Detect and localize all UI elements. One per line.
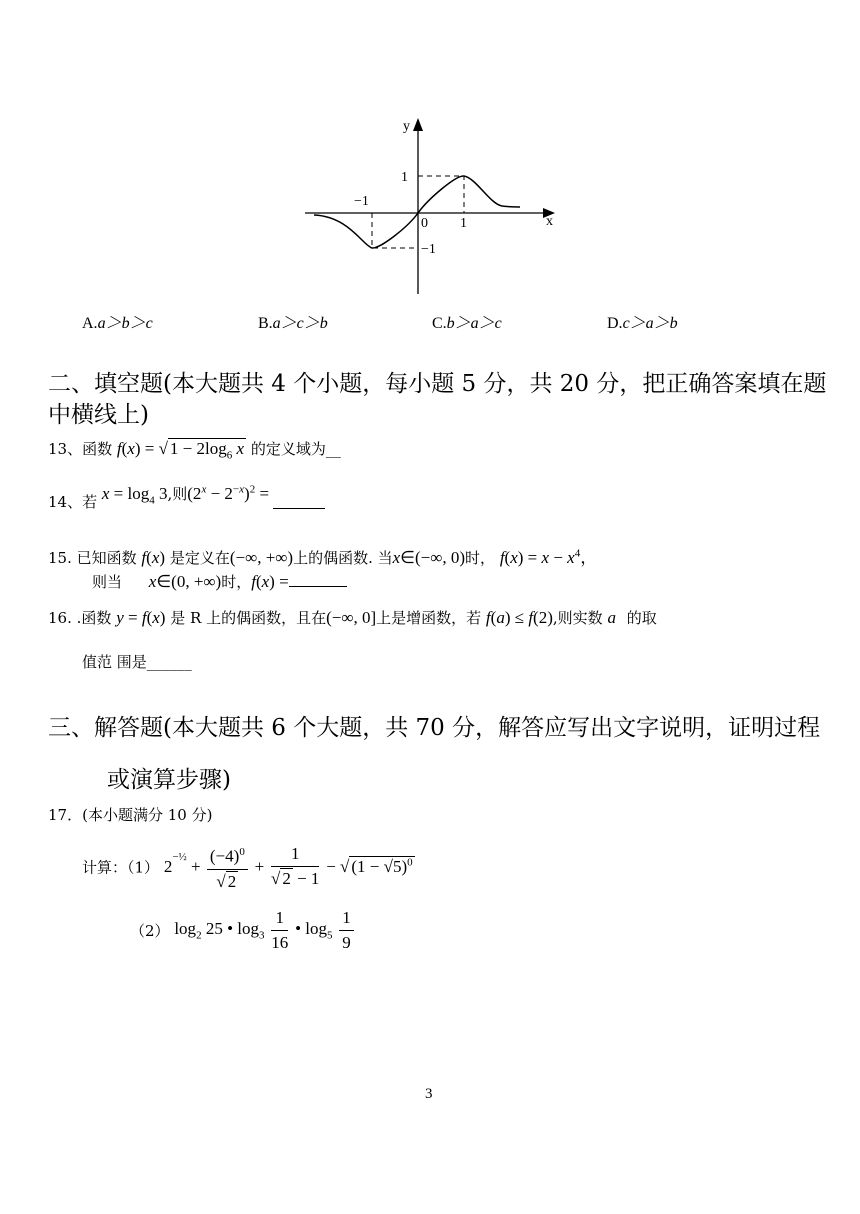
section3-heading-line1: 三、解答题(本大题共 6 个大题，共 70 分，解答应写出文字说明，证明过程 <box>48 715 821 741</box>
question-15-line1 <box>48 543 597 568</box>
function-graph <box>300 112 560 302</box>
q17-part2-label: （2） <box>130 922 170 940</box>
option-a <box>82 310 153 333</box>
y-axis-label: y <box>403 119 410 134</box>
q14-answer-blank[interactable] <box>273 494 325 509</box>
q16-inequality: f(a) ≤ f(2) <box>485 608 553 627</box>
question-14 <box>48 483 325 511</box>
q15-text-f: 时， <box>221 573 252 591</box>
q17-frac3: $\frac{1}{16}$ <box>271 908 289 952</box>
question-16-line2: 值范 围是______ <box>82 653 192 671</box>
q14-condition: $x = \log_4 3$ <box>101 484 168 507</box>
q15-answer-blank[interactable] <box>289 572 347 587</box>
q15-domain: (−∞, +∞) <box>229 548 294 567</box>
option-b <box>258 310 328 333</box>
q15-fx: f(x) <box>141 548 166 567</box>
section2-heading-line2: 中横线上) <box>48 402 149 428</box>
q15-answer-fx: f(x) = <box>251 572 289 591</box>
tick-y-one: 1 <box>401 170 408 185</box>
x-axis-label: x <box>546 214 553 229</box>
tick-x-neg-one: −1 <box>354 194 369 209</box>
page-number: 3 <box>425 1086 433 1102</box>
section2-heading-line1: 二、填空题(本大题共 4 个小题，每小题 5 分，共 20 分，把正确答案填在题 <box>48 371 827 397</box>
question-13 <box>48 438 341 461</box>
q15-text-d: 时， <box>465 549 496 567</box>
option-b-prefix: B. <box>258 315 273 332</box>
option-d-expr: c＞a＞b <box>622 315 678 332</box>
q13-label: 13、函数 <box>48 440 113 458</box>
question-15-line2 <box>92 571 347 592</box>
q14-label: 14、若 <box>48 493 98 511</box>
q16-text-c: 上是增函数，若 <box>376 609 482 627</box>
tick-x-one: 1 <box>460 216 467 231</box>
function-curve <box>314 176 520 248</box>
q13-formula: f(x) = √ $1 - 2\log_6$ x <box>116 439 245 462</box>
q15-text-a: 15. 已知函数 <box>48 549 137 567</box>
q16-function: y = f(x) <box>116 608 166 627</box>
q16-text-d: ,则实数 <box>552 609 603 627</box>
q15-given: $f(x) = x - x^4$， <box>499 547 598 567</box>
q16-text-a: 16. .函数 <box>48 609 112 627</box>
q15-text-e: 则当 <box>92 573 123 591</box>
q17-frac2: $\frac{1}{√ 2 - 1}$ <box>270 844 320 889</box>
question-17-part1: 计算：（1） $2^{-\frac{1}{2}}$ + $\frac{(-4)^0}{√ 2}$ + $\frac{1}{√ 2 - 1}$ − √ $(1 - √5)^0$ <box>82 840 415 894</box>
q17-radical: − √ $(1 - √5)^0$ <box>326 856 413 877</box>
q15-text-c: 上的偶函数. 当 <box>293 549 393 567</box>
q15-interval-pos: x∈(0, +∞) <box>148 572 222 591</box>
option-c <box>432 310 502 333</box>
option-d <box>607 310 678 333</box>
section3-heading-line2: 或演算步骤) <box>107 767 231 793</box>
q16-var-a: a <box>607 608 616 627</box>
q15-interval-neg: x∈(−∞, 0) <box>392 548 466 567</box>
q16-interval: (−∞, 0] <box>326 608 377 627</box>
tick-origin: 0 <box>421 216 428 231</box>
q17-expr1: $2^{-\frac{1}{2}}$ + <box>163 850 205 877</box>
option-c-prefix: C. <box>432 315 447 332</box>
q17-calc-label: 计算：（1） <box>82 858 160 877</box>
question-16-line1 <box>48 607 657 628</box>
q17-log-expr: $\log_2 25$ • $\log_3$ <box>174 919 265 942</box>
question-17-part2: （2） $\log_2 25$ • $\log_3$ $\frac{1}{16}$ • $\log_5$ $\frac{1}{9}$ <box>130 906 356 955</box>
q16-text-b: 是 R 上的偶函数，且在 <box>170 609 327 627</box>
q13-suffix: 的定义域为__ <box>250 440 341 458</box>
q17-frac1: $\frac{(-4)^0}{√ 2}$ <box>207 840 248 894</box>
tick-y-neg-one: −1 <box>421 242 436 257</box>
option-d-prefix: D. <box>607 315 623 332</box>
option-b-expr: a＞c＞b <box>272 315 328 332</box>
q14-mid: ,则 <box>167 485 188 503</box>
q17-frac4: $\frac{1}{9}$ <box>339 906 354 955</box>
q15-text-b: 是定义在 <box>169 549 230 567</box>
guide-y-neg1 <box>372 213 418 248</box>
option-a-expr: a＞b＞c <box>97 315 153 332</box>
option-a-prefix: A. <box>82 315 98 332</box>
q16-text-e: 的取 <box>626 609 657 627</box>
question-17-heading: 17．(本小题满分 10 分) <box>48 806 213 824</box>
q14-expression: $(2^x - 2^{-x})^2$ = <box>187 483 274 503</box>
guide-y1 <box>418 176 464 213</box>
y-axis-arrow-icon <box>413 118 423 131</box>
option-c-expr: b＞a＞c <box>446 315 502 332</box>
